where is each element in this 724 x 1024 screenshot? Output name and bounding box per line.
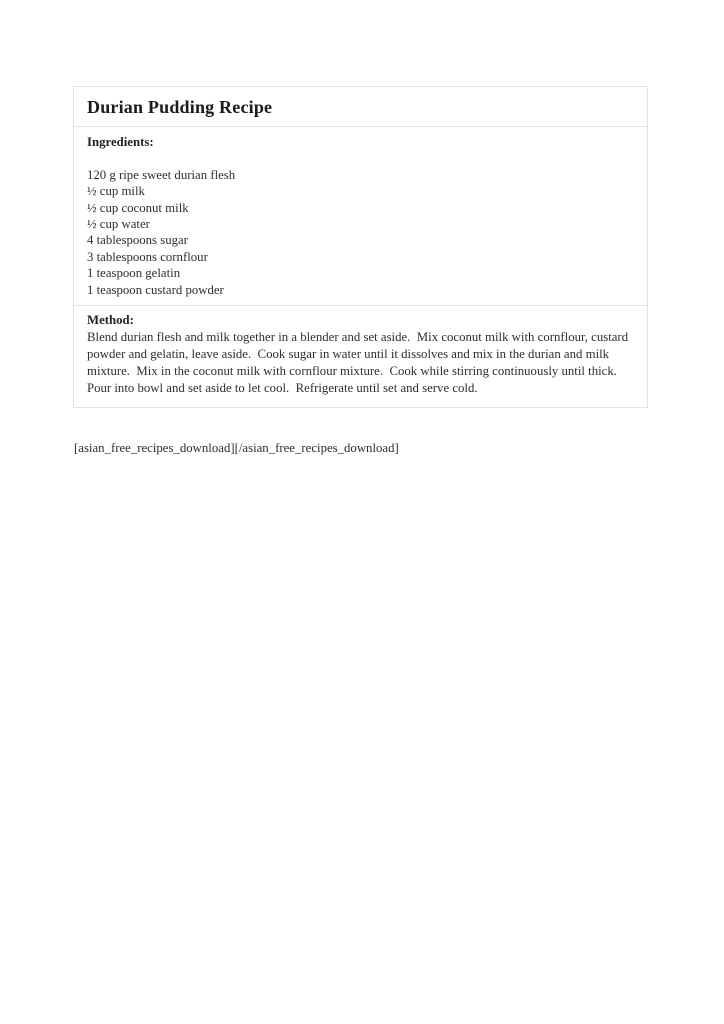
shortcode-text: [asian_free_recipes_download][/asian_free_recipes_download] (74, 441, 399, 455)
method-heading: Method: (87, 313, 134, 328)
ingredient-item: 3 tablespoons cornflour (87, 249, 208, 264)
ingredient-item: 4 tablespoons sugar (87, 233, 188, 248)
spacer (87, 150, 634, 166)
method-text: Blend durian flesh and milk together in a blender and set aside. Mix coconut milk with cornflour, custard powder and gelatin, leave aside. Cook sugar in water until it dissolves and mix in the durian and milk mixture. Mix in the coconut milk with cornflour mixture. Cook while stirring continuously until thick. Pour into bowl and set aside to let cool. Refrigerate until set and serve cold. (87, 330, 632, 396)
method-section (74, 305, 647, 407)
ingredient-item: 1 teaspoon gelatin (87, 266, 181, 281)
recipe-card (73, 86, 648, 408)
ingredient-item: ½ cup milk (87, 184, 145, 199)
ingredients-section (74, 127, 647, 305)
ingredient-item: 1 teaspoon custard powder (87, 282, 224, 297)
recipe-card-header (74, 87, 647, 127)
ingredient-item: ½ cup water (87, 217, 150, 232)
ingredients-heading: Ingredients: (87, 135, 154, 149)
ingredient-item: ½ cup coconut milk (87, 200, 189, 215)
ingredient-item: 120 g ripe sweet durian flesh (87, 167, 236, 182)
recipe-title: Durian Pudding Recipe (87, 97, 273, 117)
